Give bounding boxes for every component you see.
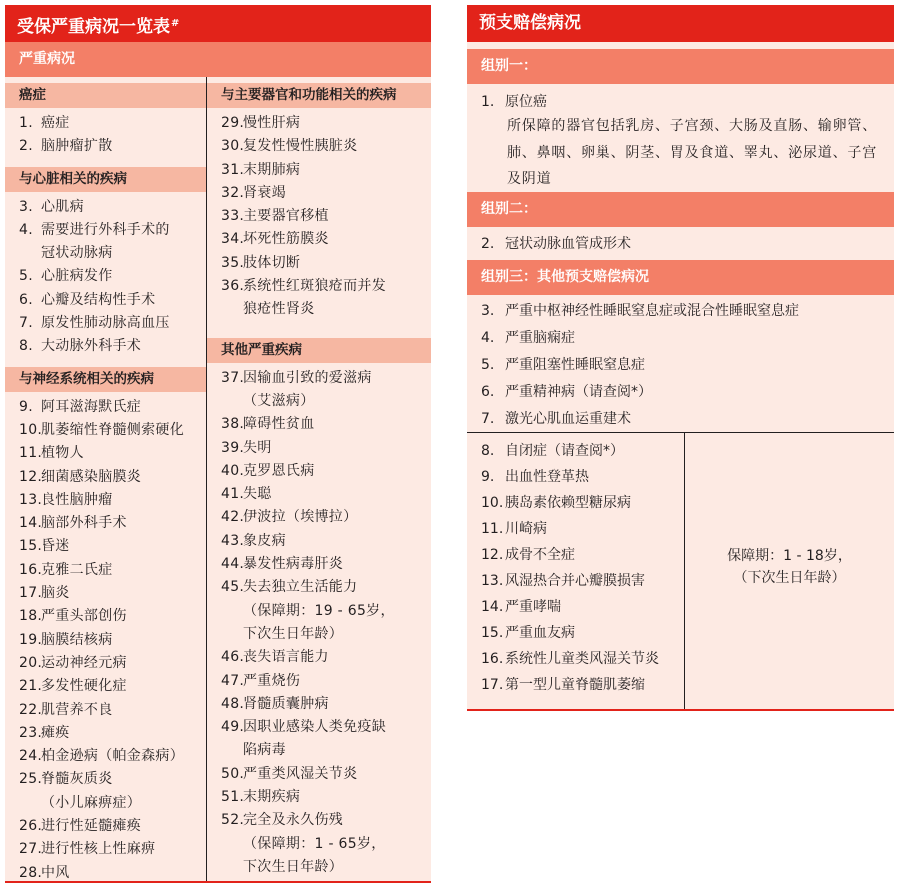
item-number: 40. [221,462,245,479]
list-item [207,693,431,716]
item-text: 象皮病 [243,532,286,549]
list-item [207,530,431,553]
category-header: 与神经系统相关的疾病 [5,367,206,392]
item-text: 川崎病 [505,521,547,537]
item-text: 脑肿瘤扩散 [41,138,113,155]
item-text: 激光心肌血运重建术 [505,411,631,427]
item-number: 36. [221,278,245,295]
item-text: 大动脉外科手术 [41,338,142,355]
item-text: 良性脑肿瘤 [41,491,113,508]
list-item [5,838,206,861]
item-number: 4. [481,330,495,346]
list-item [5,489,206,512]
item-number: 43. [221,532,245,549]
item-number: 27. [19,841,43,858]
list-item [481,646,886,672]
item-text: 末期肺病 [243,161,301,178]
list-item [207,506,431,529]
list-item [207,205,431,228]
item-number: 25. [19,771,43,788]
item-text: 严重类风湿关节炎 [243,765,358,782]
item-text: 系统性儿童类风湿关节炎 [505,651,659,667]
item-text: 失聪 [243,486,272,503]
item-text: 丧失语言能力 [243,649,329,666]
list-item [481,672,886,698]
item-text: 细菌感染脑膜炎 [41,468,142,485]
category-header: 癌症 [5,83,206,108]
list-item [5,196,206,219]
item-number: 9. [481,469,495,485]
group3-header: 组别三：其他预支赔偿病况 [467,260,894,295]
list-item [481,379,886,405]
list-item [481,406,886,432]
item-text: 严重精神病（请查阅*） [505,384,652,400]
item-number: 15. [481,625,504,641]
critical-illness-panel [5,5,431,883]
item-number: 20. [19,654,43,671]
item-text: 肢体切断 [243,254,301,271]
item-text: 因职业感染人类免疫缺 [243,719,386,736]
item-number: 7. [19,315,33,332]
list-item [207,112,431,135]
item-text: 末期疾病 [243,789,301,806]
item-number: 30. [221,138,245,155]
item-number: 49. [221,719,245,736]
item-text: 主要器官移植 [243,208,329,225]
item-number: 32. [221,184,245,201]
item-text: 柏金逊病（帕金森病） [41,748,184,765]
item-text: 严重中枢神经性睡眠窒息症或混合性睡眠窒息症 [505,303,799,319]
item-text: 严重阻塞性睡眠窒息症 [505,357,645,373]
item-number: 26. [19,818,43,835]
footnote-mark: # [171,18,180,29]
list-item [5,582,206,605]
item-text: 严重头部创伤 [41,608,127,625]
item-text: 因输血引致的爱滋病 [243,369,372,386]
item-number: 5. [19,268,33,285]
item-text: （艾滋病） [243,392,315,409]
list-item: 1. 原位癌 [481,94,547,110]
list-item [207,646,431,669]
list-item [207,809,431,879]
item-text: 需要进行外科手术的 [41,221,170,238]
item-number: 46. [221,649,245,666]
item-number: 3. [19,198,33,215]
item-number: 6. [481,384,495,400]
item-text: 系统性红斑狼疮而并发 [243,278,386,295]
list-item [5,629,206,652]
item-text: 胰岛素依赖型糖尿病 [505,495,631,511]
item-number: 12. [481,547,504,563]
item-text: 心肌病 [41,198,84,215]
item-number: 10. [481,495,504,511]
item-text: 狼疮性肾炎 [243,301,315,318]
item-number: 12. [19,468,43,485]
item-number: 28. [19,864,43,881]
advance-payment-panel [467,5,894,711]
item-number: 45. [221,579,245,596]
item-text: 阿耳滋海默氏症 [41,398,142,415]
list-item [5,675,206,698]
item-number: 31. [221,161,245,178]
item-number: 17. [19,585,43,602]
list-item [5,135,206,158]
item-number: 44. [221,556,245,573]
category-header: 其他严重疾病 [207,338,431,363]
item-text: 坏死性筋膜炎 [243,231,329,248]
list-item [5,699,206,722]
list-item [207,437,431,460]
item-number: 29. [221,115,245,131]
item-number: 35. [221,254,245,271]
item-text: 严重脑痫症 [505,330,575,346]
list-item [207,483,431,506]
item-text: 下次生日年龄） [243,625,344,642]
list-item [5,396,206,419]
item-text: 下次生日年龄） [243,858,344,875]
item-number: 14. [481,599,504,615]
list-item [5,112,206,135]
list-item [481,620,886,646]
item-number: 33. [221,208,245,225]
item-number: 22. [19,701,43,718]
list-item [481,298,886,324]
item-text: 复发性慢性胰脏炎 [243,138,358,155]
item-number: 7. [481,411,495,427]
item-number: 52. [221,812,245,829]
item-number: 38. [221,416,245,433]
item-text: 中风 [41,864,70,881]
item-text: 暴发性病毒肝炎 [243,556,344,573]
list-item [207,413,431,436]
item-text: 严重血友病 [505,625,575,641]
item-number: 8. [481,443,495,459]
item-number: 48. [221,695,245,712]
item-number: 37. [221,369,245,386]
item-text: 克雅二氏症 [41,561,113,578]
item-number: 14. [19,515,43,532]
list-item [5,862,206,885]
item-text: （小儿麻痹症） [41,794,142,811]
section-header: 严重病况 [5,42,431,77]
item-text: 植物人 [41,445,84,462]
list-item [207,670,431,693]
category-header: 与心脏相关的疾病 [5,167,206,192]
item-text: 完全及永久伤残 [243,812,344,829]
list-item [5,559,206,582]
list-item [5,512,206,535]
list-item [5,745,206,768]
item-text: 心脏病发作 [41,268,113,285]
item-text: 失明 [243,439,272,456]
list-item [207,135,431,158]
list-item [207,716,431,763]
list-item [207,763,431,786]
item-text: 运动神经元病 [41,654,127,671]
list-item [5,535,206,558]
item-number: 10. [19,421,43,438]
panel-title: 预支赔偿病况 [467,5,894,42]
list-item [481,464,886,490]
item-number: 18. [19,608,43,625]
item-number: 24. [19,748,43,765]
item-text: 肌营养不良 [41,701,113,718]
item-number: 13. [19,491,43,508]
item-text: 自闭症（请查阅*） [505,443,624,459]
item-number: 5. [481,357,495,373]
group1-header: 组别一： [467,49,894,84]
list-item [5,652,206,675]
list-item [207,159,431,182]
right-column [207,83,431,879]
item-number: 34. [221,231,245,248]
category-header: 与主要器官和功能相关的疾病 [207,83,431,108]
item-number: 39. [221,439,245,456]
group2-header: 组别二： [467,192,894,227]
item-text: （保障期：1 - 65岁， [243,835,386,852]
item-number: 2. [19,138,33,155]
covered-organs-description: 所保障的器官包括乳房、子宫颈、大肠及直肠、输卵管、 肺、鼻咽、卵巢、阴茎、胃及食道、睪丸、泌尿道、子宫 及阴道 [507,118,877,187]
list-item [207,275,431,322]
item-number: 21. [19,678,43,695]
item-text: 肾衰竭 [243,184,286,201]
list-item [5,289,206,312]
item-text: 多发性硬化症 [41,678,127,695]
item-text: 失去独立生活能力 [243,579,358,596]
item-number: 3. [481,303,495,319]
item-text: 严重烧伤 [243,672,301,689]
item-number: 9. [19,398,33,415]
item-number: 11. [19,445,43,462]
list-item [207,786,431,809]
list-item [207,553,431,576]
list-item [5,815,206,838]
item-text: 癌症 [41,115,70,131]
item-number: 15. [19,538,43,555]
list-item [5,605,206,628]
item-text: 障碍性贫血 [243,416,315,433]
item-text: 陷病毒 [243,742,286,759]
list-item [5,312,206,335]
item-text: 伊波拉（埃博拉） [243,509,358,526]
item-number: 51. [221,789,245,806]
item-text: 第一型儿童脊髓肌萎缩 [505,677,645,693]
item-number: 1. [19,115,33,131]
list-item [207,367,431,414]
item-text: （保障期：19 - 65岁， [243,602,395,619]
coverage-period: 保障期：1 - 18岁， （下次生日年龄） [727,548,852,586]
item-text: 严重哮喘 [505,599,561,615]
item-text: 克罗恩氏病 [243,462,315,479]
list-item [5,768,206,815]
item-number: 47. [221,672,245,689]
item-text: 昏迷 [41,538,70,555]
item-text: 脊髓灰质炎 [41,771,113,788]
item-number: 19. [19,631,43,648]
list-item [481,352,886,378]
item-text: 冠状动脉病 [41,245,113,262]
list-item: 2. 冠状动脉血管成形术 [481,236,631,252]
item-number: 16. [481,651,504,667]
item-number: 50. [221,765,245,782]
list-item [5,419,206,442]
item-number: 23. [19,724,43,741]
list-item [481,490,886,516]
item-text: 进行性核上性麻痹 [41,841,156,858]
list-item [207,228,431,251]
list-item [5,466,206,489]
item-text: 瘫痪 [41,724,70,741]
item-text: 脑炎 [41,585,70,602]
item-text: 心瓣及结构性手术 [41,291,156,308]
item-number: 13. [481,573,504,589]
panel-title: 受保严重病况一览表# [5,5,431,42]
list-item [481,516,886,542]
item-text: 风湿热合并心瓣膜损害 [505,573,645,589]
list-item [481,594,886,620]
list-item [5,442,206,465]
list-item [481,438,886,464]
item-number: 17. [481,677,504,693]
item-number: 41. [221,486,245,503]
item-number: 11. [481,521,504,537]
left-column [5,83,206,885]
list-item [5,722,206,745]
item-text: 成骨不全症 [505,547,575,563]
item-text: 出血性登革热 [505,469,589,485]
item-text: 原发性肺动脉高血压 [41,315,170,332]
item-text: 慢性肝病 [243,115,301,131]
list-item [207,576,431,646]
list-item [5,265,206,288]
item-number: 8. [19,338,33,355]
item-text: 脑部外科手术 [41,515,127,532]
list-item [207,460,431,483]
item-number: 42. [221,509,245,526]
item-number: 6. [19,291,33,308]
item-text: 肾髓质囊肿病 [243,695,329,712]
item-number: 4. [19,221,33,238]
item-number: 16. [19,561,43,578]
list-item [207,252,431,275]
item-text: 脑膜结核病 [41,631,113,648]
row-divider [467,432,894,433]
list-item [5,219,206,266]
list-item [207,182,431,205]
item-text: 进行性延髓瘫痪 [41,818,142,835]
list-item [5,335,206,358]
list-item [481,325,886,351]
item-text: 肌萎缩性脊髓侧索硬化 [41,421,184,438]
